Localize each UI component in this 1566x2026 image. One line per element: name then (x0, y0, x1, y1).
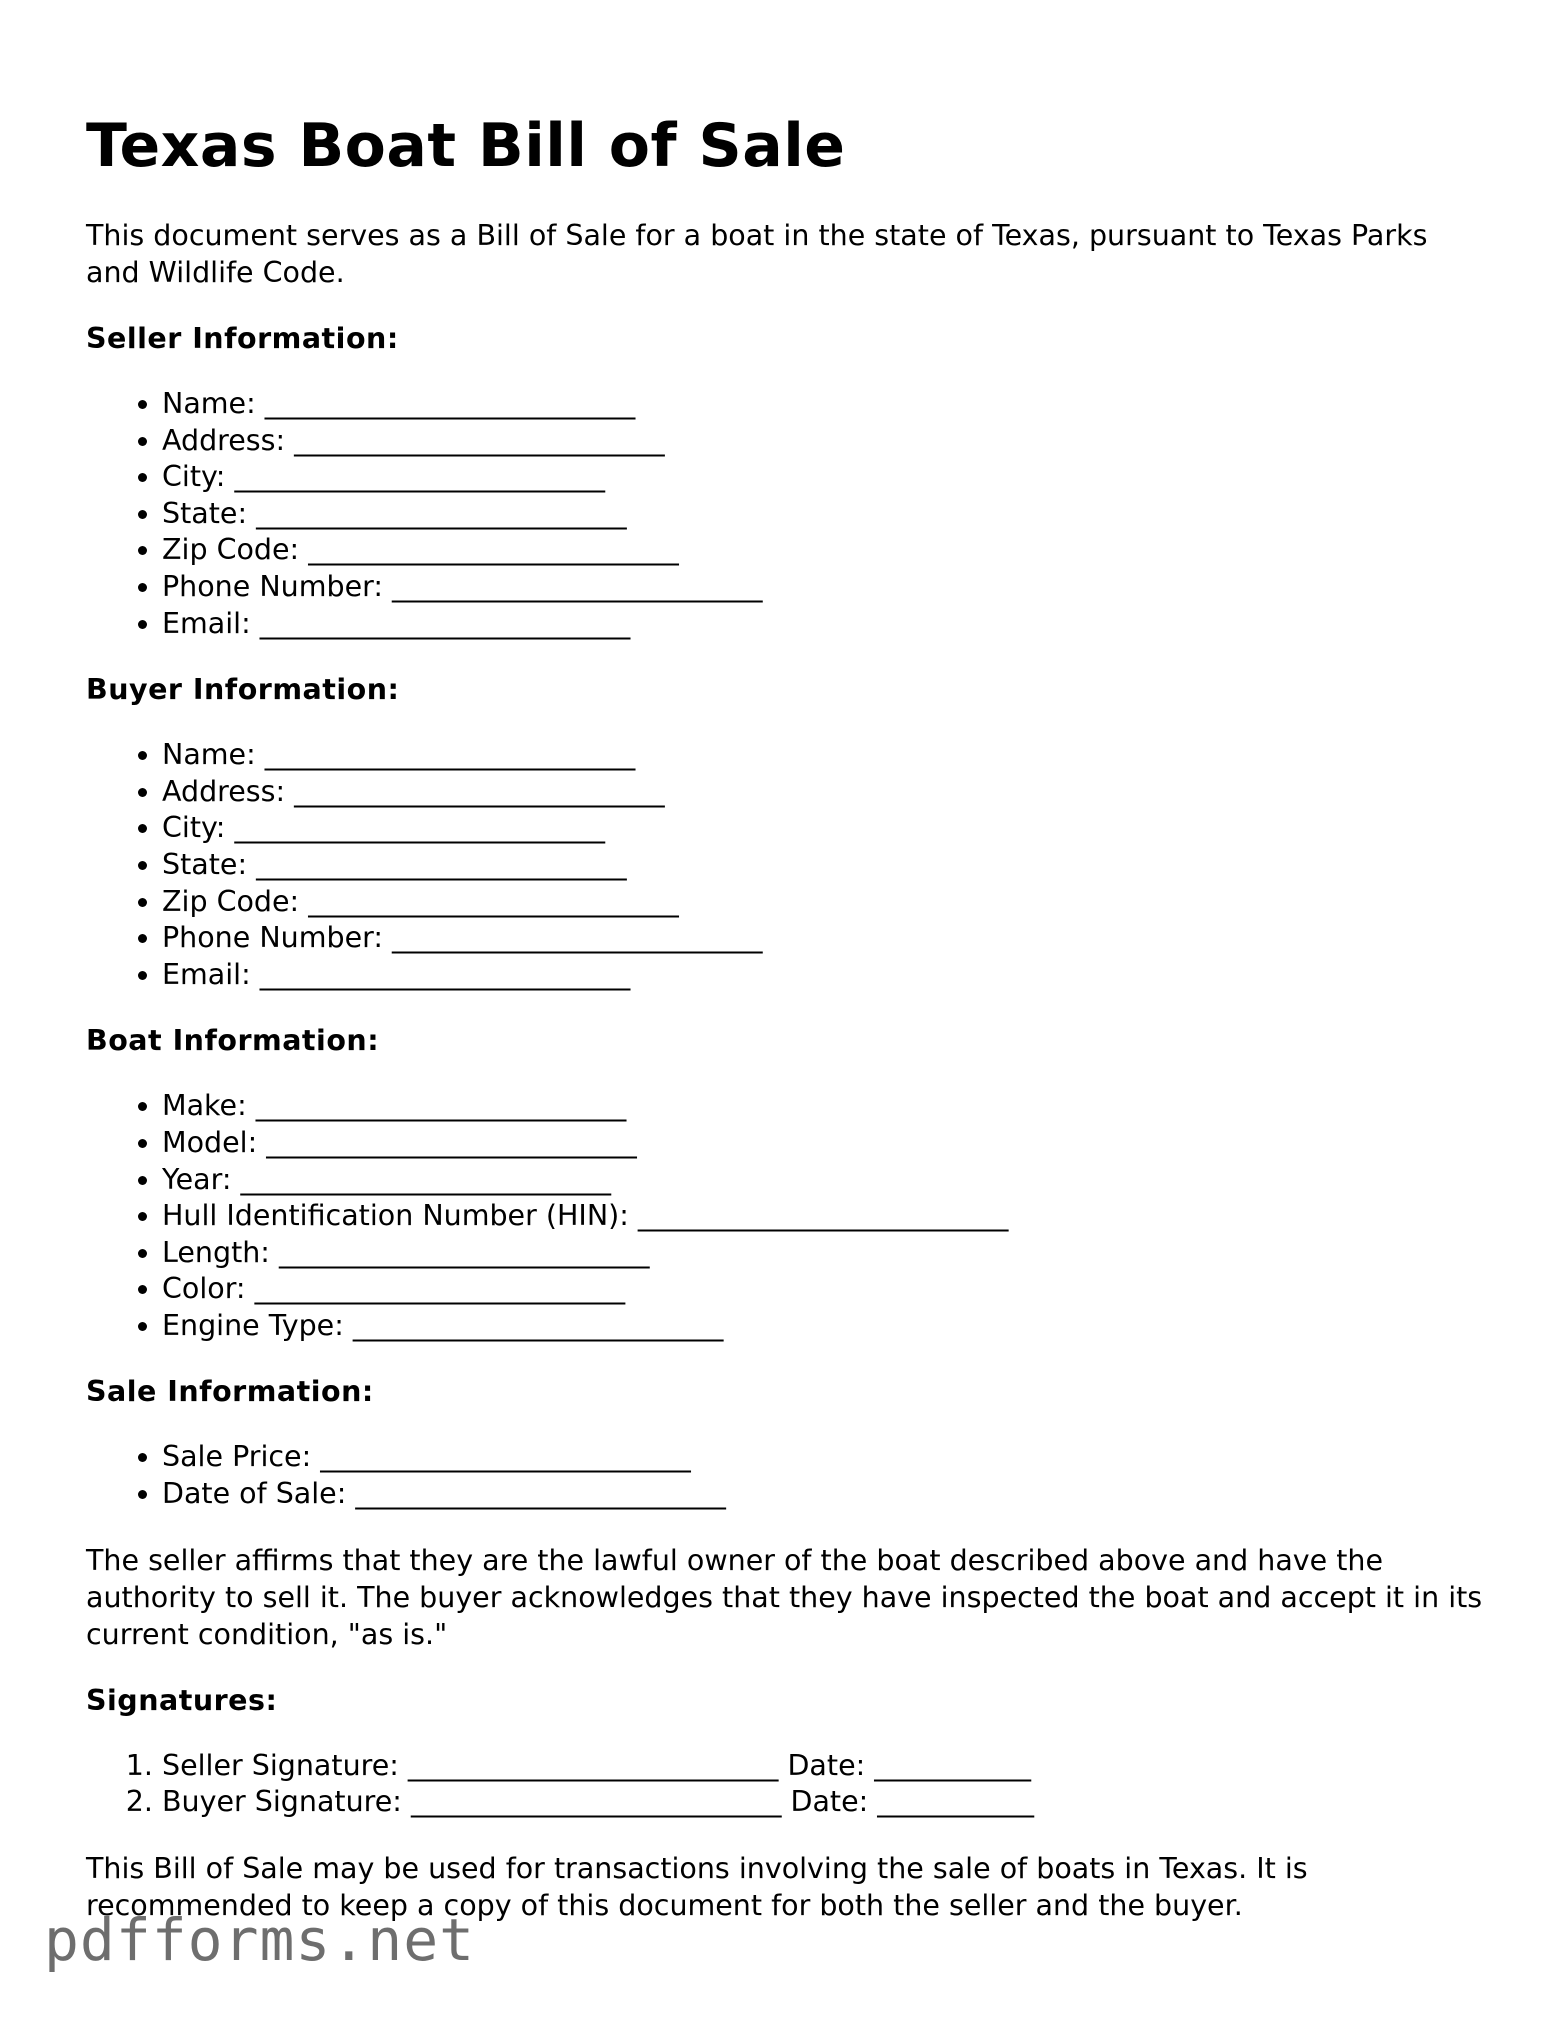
buyer-state-field[interactable]: • State: __________________________ (162, 847, 1486, 884)
boat-heading: Boat Information: (86, 1024, 380, 1058)
watermark: pdfforms.net (44, 1906, 476, 1974)
buyer-signature-line[interactable]: 2. Buyer Signature: __________________________ Date: ___________ (162, 1784, 1486, 1821)
seller-zip-field[interactable]: • Zip Code: __________________________ (162, 532, 1486, 569)
buyer-phone-field[interactable]: • Phone Number: __________________________ (162, 920, 1486, 957)
boat-make-field[interactable]: • Make: __________________________ (162, 1088, 1486, 1125)
seller-field-list (86, 386, 1486, 642)
buyer-heading: Buyer Information: (86, 673, 400, 707)
seller-city-field[interactable]: • City: __________________________ (162, 459, 1486, 496)
seller-signature-line[interactable]: 1. Seller Signature: __________________________ Date: ___________ (162, 1748, 1486, 1785)
page-title: Texas Boat Bill of Sale (86, 111, 846, 181)
document-page (86, 105, 1486, 1953)
buyer-address-field[interactable]: • Address: __________________________ (162, 774, 1486, 811)
seller-address-field[interactable]: • Address: __________________________ (162, 423, 1486, 460)
seller-phone-field[interactable]: • Phone Number: __________________________ (162, 569, 1486, 606)
buyer-email-field[interactable]: • Email: __________________________ (162, 957, 1486, 994)
seller-name-field[interactable]: • Name: __________________________ (162, 386, 1486, 423)
sale-date-field[interactable]: • Date of Sale: __________________________ (162, 1476, 1486, 1513)
buyer-zip-field[interactable]: • Zip Code: __________________________ (162, 884, 1486, 921)
signature-list (86, 1748, 1486, 1821)
buyer-city-field[interactable]: • City: __________________________ (162, 810, 1486, 847)
boat-color-field[interactable]: • Color: __________________________ (162, 1271, 1486, 1308)
seller-email-field[interactable]: • Email: __________________________ (162, 606, 1486, 643)
seller-state-field[interactable]: • State: __________________________ (162, 496, 1486, 533)
buyer-field-list (86, 737, 1486, 993)
sale-price-field[interactable]: • Sale Price: __________________________ (162, 1439, 1486, 1476)
buyer-name-field[interactable]: • Name: __________________________ (162, 737, 1486, 774)
signatures-heading: Signatures: (86, 1683, 278, 1717)
boat-engine-field[interactable]: • Engine Type: __________________________ (162, 1308, 1486, 1345)
boat-length-field[interactable]: • Length: __________________________ (162, 1235, 1486, 1272)
boat-model-field[interactable]: • Model: __________________________ (162, 1125, 1486, 1162)
boat-field-list (86, 1088, 1486, 1344)
boat-year-field[interactable]: • Year: __________________________ (162, 1162, 1486, 1199)
boat-hin-field[interactable]: • Hull Identification Number (HIN): __________________________ (162, 1198, 1486, 1235)
seller-heading: Seller Information: (86, 322, 399, 355)
sale-heading: Sale Information: (86, 1375, 374, 1409)
affirmation-paragraph: The seller affirms that they are the lawful owner of the boat described above and have the authority to sell it. The buyer acknowledges that they have inspected the boat and accept it in its current condition, "as is." (86, 1543, 1483, 1651)
closing-paragraph: This Bill of Sale may be used for transactions involving the sale of boats in Texas. It is recommended to keep a copy of this document for both the seller and the buyer. (86, 1851, 1308, 1922)
intro-paragraph: This document serves as a Bill of Sale for a boat in the state of Texas, pursuant to Texas Parks and Wildlife Code. (86, 219, 1428, 289)
sale-field-list (86, 1439, 1486, 1512)
